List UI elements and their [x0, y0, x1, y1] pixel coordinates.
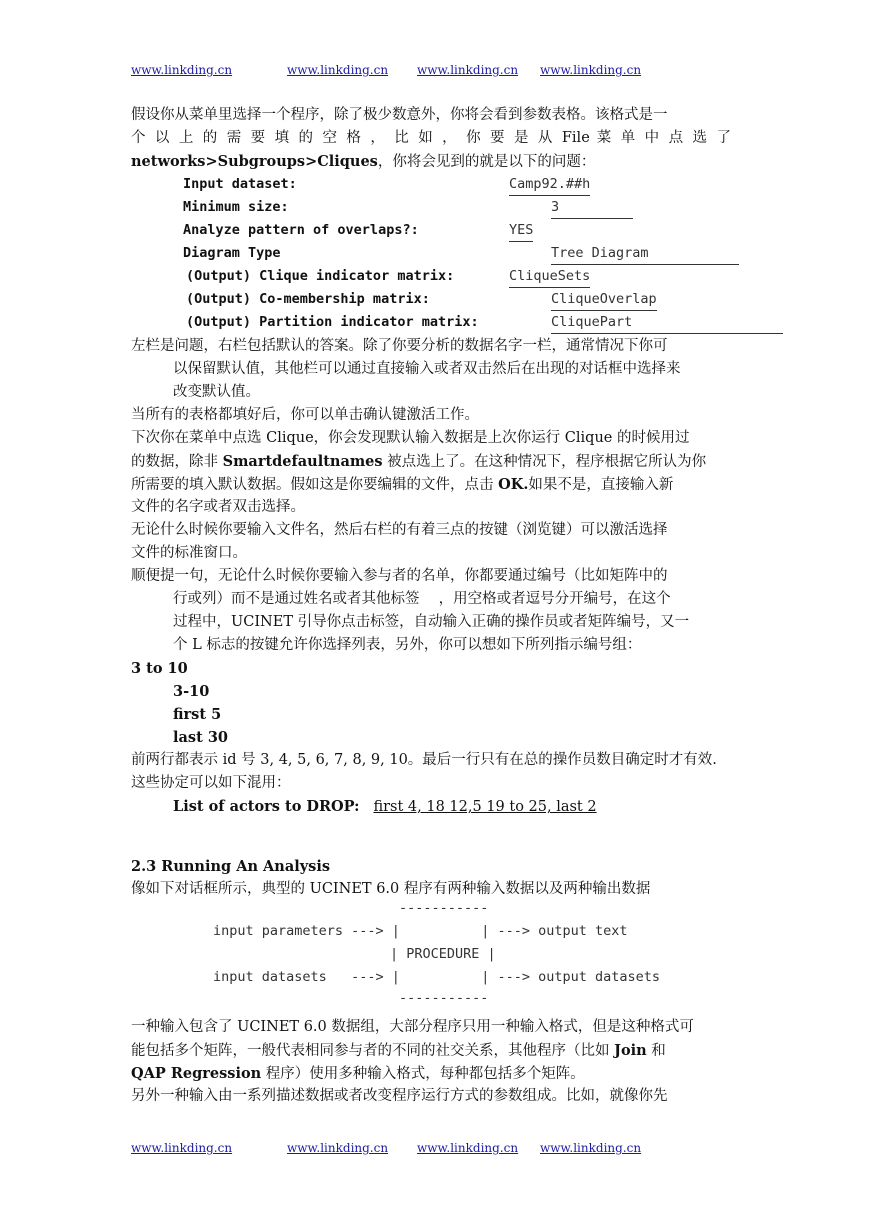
menu-path: networks>Subgroups>Cliques — [131, 153, 378, 170]
para-7: 像如下对话框所示，典型的 UCINET 6.0 程序有两种输入数据以及两种输出数据 — [131, 881, 651, 897]
param-value-clique-indicator[interactable]: CliqueSets — [509, 265, 590, 288]
document-body — [131, 104, 731, 1108]
param-label-partition-indicator: (Output) Partition indicator matrix: — [186, 314, 479, 330]
para-1-line-2: 以保留默认值，其他栏可以通过直接输入或者双击然后在出现的对话框中选择来 — [173, 361, 681, 377]
ok-term: OK. — [498, 476, 529, 493]
example-range-2: 3-10 — [173, 683, 210, 700]
header-link-3[interactable]: www.linkding.cn — [417, 63, 519, 77]
para-8-line-3-post: 程序）使用多种输入格式，每种都包括多个矩阵。 — [261, 1066, 585, 1082]
para-6-line-2: 这些协定可以如下混用： — [131, 775, 291, 791]
para-1-line-1: 左栏是问题，右栏包括默认的答案。除了你要分析的数据名字一栏，通常情况下你可 — [131, 338, 668, 354]
para-2: 当所有的表格都填好后，你可以单击确认键激活工作。 — [131, 407, 479, 423]
drop-value: first 4, 18 12,5 19 to 25, last 2 — [373, 799, 597, 815]
para-8-line-2-post: 和 — [646, 1043, 666, 1059]
header-link-1[interactable]: www.linkding.cn — [131, 63, 233, 77]
param-label-input-dataset: Input dataset: — [183, 176, 297, 192]
drop-label: List of actors to DROP: — [173, 798, 360, 815]
header-link-2[interactable]: www.linkding.cn — [287, 63, 389, 77]
diagram-row-datasets: input datasets ---> | | ---> output datasets — [213, 969, 661, 985]
param-value-partition-indicator[interactable]: CliquePart — [551, 311, 783, 334]
qap-regression-term: QAP Regression — [131, 1065, 262, 1082]
para-4-line-1: 无论什么时候你要输入文件名，然后右栏的有着三点的按键（浏览键）可以激活选择 — [131, 522, 668, 538]
diagram-row-parameters: input parameters ---> | | ---> output text — [213, 923, 628, 939]
diagram-bottom-rule: ----------- — [399, 990, 489, 1006]
para-8-line-2-pre: 能包括多个矩阵，一般代表相同参与者的不同的社交关系，其他程序（比如 — [131, 1043, 615, 1059]
smartdefaultnames-term: Smartdefaultnames — [222, 453, 383, 470]
para-6-line-1: 前两行都表示 id 号 3, 4, 5, 6, 7, 8, 9, 10。最后一行只有在总的操作员数目确定时才有效. — [131, 752, 717, 768]
intro-line-1: 假设你从菜单里选择一个程序，除了极少数意外，你将会看到参数表格。该格式是一 — [131, 107, 668, 123]
param-label-diagram-type: Diagram Type — [183, 245, 281, 261]
param-value-minimum-size[interactable]: 3 — [551, 196, 633, 219]
para-3-line-3-post: 如果不是，直接输入新 — [528, 477, 674, 493]
para-8-line-1: 一种输入包含了 UCINET 6.0 数据组，大部分程序只用一种输入格式，但是这种格式可 — [131, 1019, 694, 1035]
para-5-line-4: 个 L 标志的按键允许你选择列表，另外，你可以想如下所列指示编号组： — [173, 637, 642, 653]
para-3-line-3-pre: 所需要的填入默认数据。假如这是你要编辑的文件，点击 — [131, 477, 499, 493]
para-5-line-1: 顺便提一句，无论什么时候你要输入参与者的名单，你都要通过编号（比如矩阵中的 — [131, 568, 668, 584]
para-1-line-3: 改变默认值。 — [173, 384, 260, 400]
param-value-diagram-type[interactable]: Tree Diagram — [551, 242, 739, 265]
procedure-diagram — [131, 901, 731, 1016]
para-3-line-2 — [131, 450, 731, 473]
para-3-line-1: 下次你在菜单中点选 Clique，你会发现默认输入数据是上次你运行 Clique 的时候用过 — [131, 430, 690, 446]
intro-line-3 — [131, 150, 731, 173]
footer-link-3[interactable]: www.linkding.cn — [417, 1141, 519, 1155]
param-label-analyze-overlaps: Analyze pattern of overlaps?: — [183, 222, 419, 238]
join-term: Join — [614, 1042, 647, 1059]
para-3-line-4: 文件的名字或者双击选择。 — [131, 499, 305, 515]
param-value-co-membership[interactable]: CliqueOverlap — [551, 288, 657, 311]
para-8-line-2 — [131, 1039, 731, 1062]
diagram-top-rule: ----------- — [399, 900, 489, 916]
example-last: last 30 — [173, 729, 228, 746]
diagram-procedure-label: | PROCEDURE | — [390, 946, 496, 962]
para-9: 另外一种输入由一系列描述数据或者改变程序运行方式的参数组成。比如，就像你先 — [131, 1088, 668, 1104]
param-label-minimum-size: Minimum size: — [183, 199, 289, 215]
example-first: first 5 — [173, 706, 222, 723]
para-5-line-3: 过程中，UCINET 引导你点击标签，自动输入正确的操作员或者矩阵编号，又一 — [173, 614, 690, 630]
para-8-line-3 — [131, 1062, 731, 1085]
parameter-form — [131, 173, 731, 335]
example-range-1: 3 to 10 — [131, 660, 188, 677]
para-3-line-2-post: 被点选上了。在这种情况下，程序根据它所认为你 — [382, 454, 707, 470]
para-4-line-2: 文件的标准窗口。 — [131, 545, 247, 561]
intro-line-3-rest: ，你将会见到的就是以下的问题： — [377, 154, 596, 170]
para-5-line-2: 行或列）而不是通过姓名或者其他标签 ，用空格或者逗号分开编号，在这个 — [173, 591, 671, 607]
param-label-co-membership: (Output) Co-membership matrix: — [186, 291, 430, 307]
footer-link-1[interactable]: www.linkding.cn — [131, 1141, 233, 1155]
para-3-line-3 — [131, 473, 731, 496]
header-link-4[interactable]: www.linkding.cn — [540, 63, 642, 77]
para-3-line-2-pre: 的数据，除非 — [131, 454, 223, 470]
param-value-input-dataset[interactable]: Camp92.##h — [509, 173, 590, 196]
drop-example — [131, 795, 731, 818]
footer-link-4[interactable]: www.linkding.cn — [540, 1141, 642, 1155]
section-heading: 2.3 Running An Analysis — [131, 858, 330, 875]
footer-link-2[interactable]: www.linkding.cn — [287, 1141, 389, 1155]
intro-line-2: 个 以 上 的 需 要 填 的 空 格 ， 比 如 ， 你 要 是 从 File 菜 单 中 点 选 了 — [131, 130, 731, 146]
param-value-analyze-overlaps[interactable]: YES — [509, 219, 533, 242]
param-label-clique-indicator: (Output) Clique indicator matrix: — [186, 268, 455, 284]
